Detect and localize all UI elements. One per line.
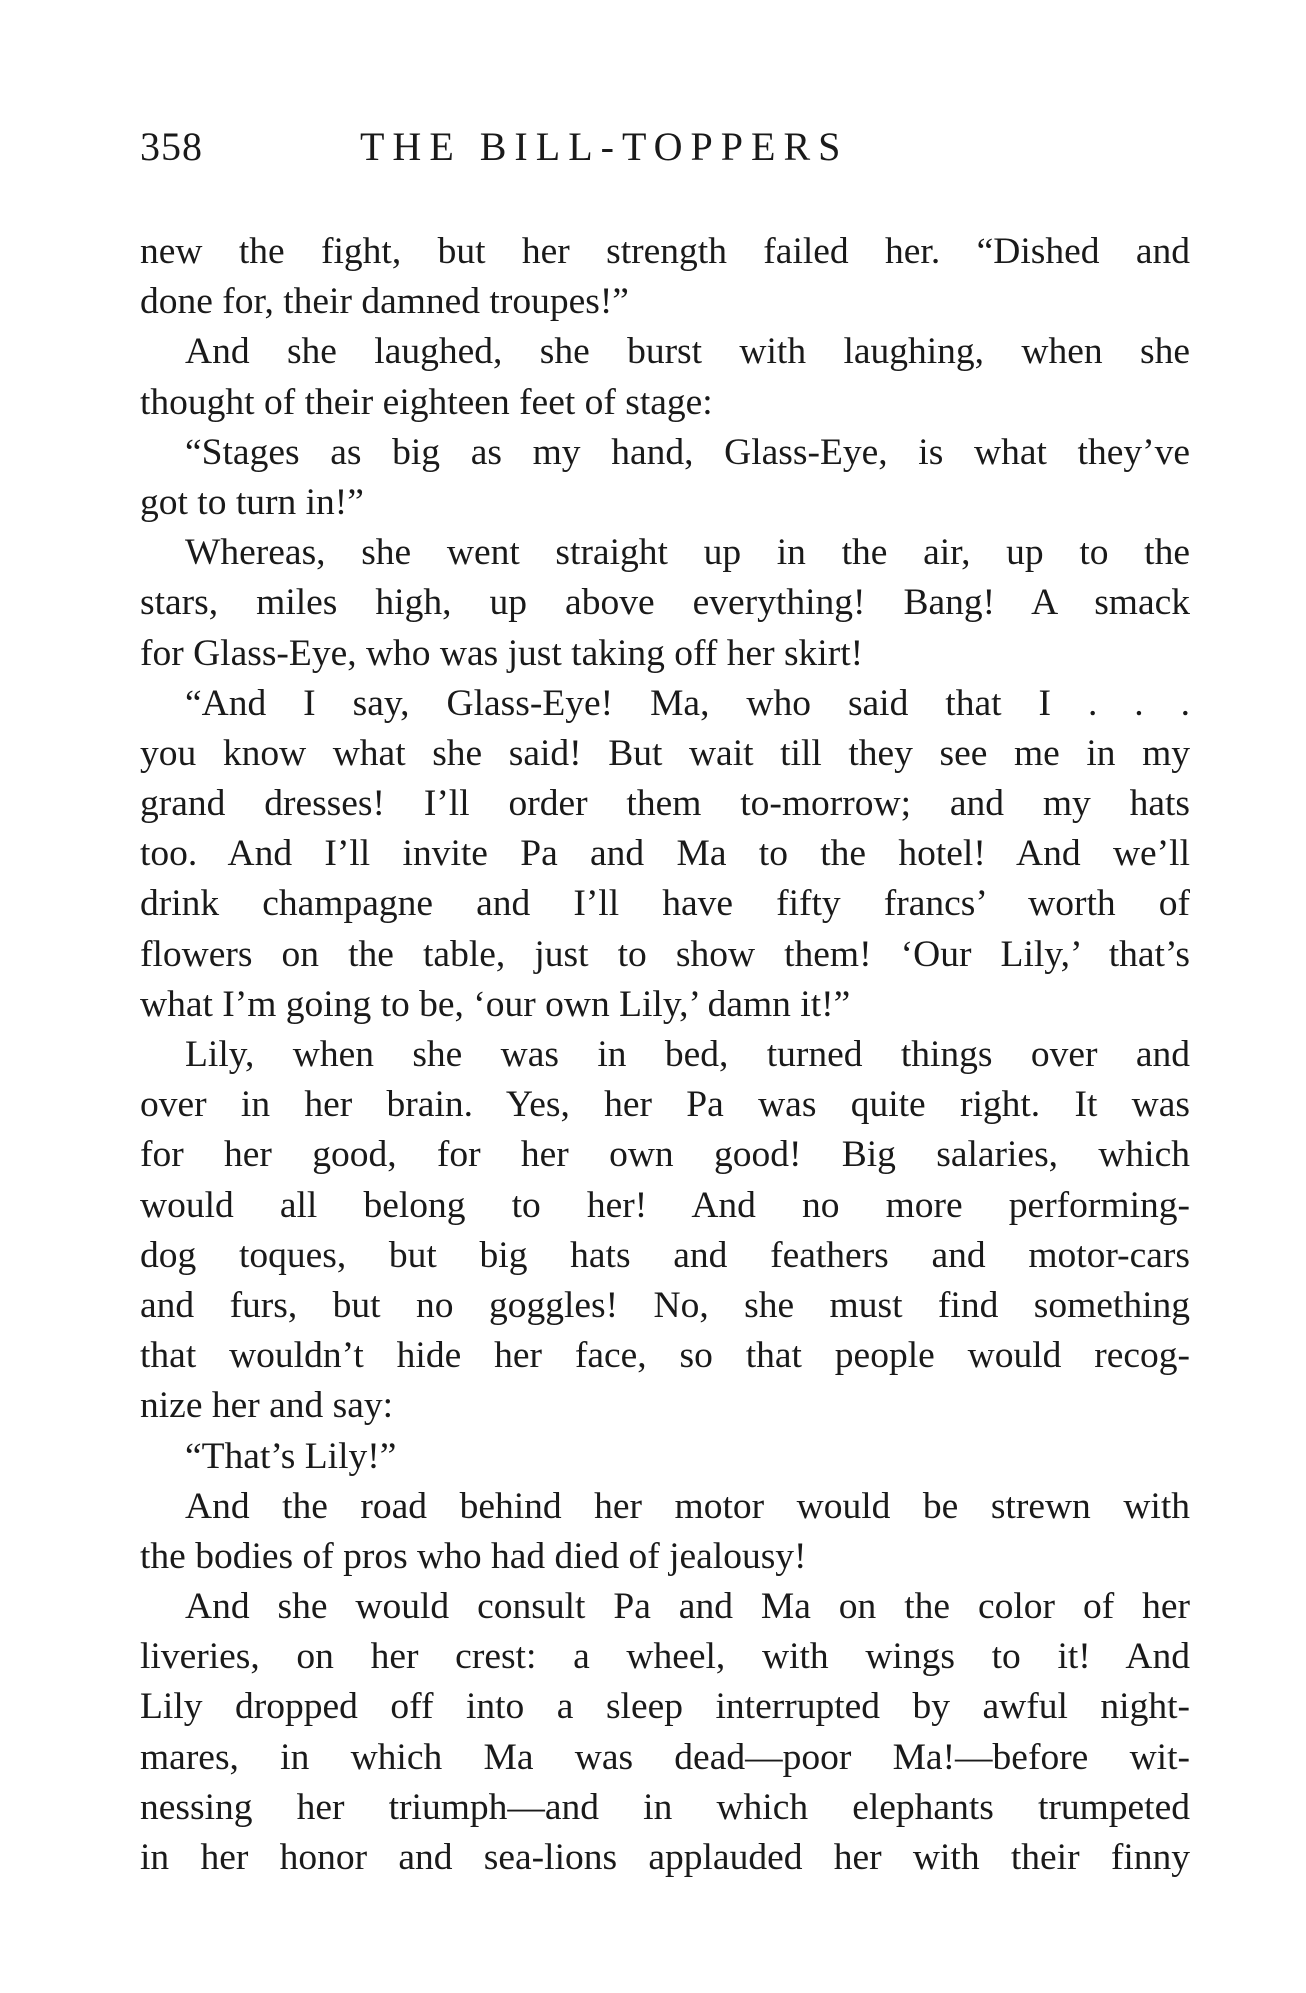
running-title: THE BILL-TOPPERS [360, 124, 849, 169]
text-line: stars, miles high, up above everything! Bang! A smack [140, 582, 1190, 624]
text-line: “That’s Lily!” [185, 1435, 397, 1477]
text-line: grand dresses! I’ll order them to-morrow; and my hats [140, 783, 1190, 825]
text-line: “And I say, Glass-Eye! Ma, who said that I . . . [185, 682, 1190, 724]
text-line: dog toques, but big hats and feathers and motor-cars [140, 1234, 1190, 1276]
text-line: Lily dropped off into a sleep interrupted by awful night- [140, 1686, 1190, 1728]
text-line: nessing her triumph—and in which elephants trumpeted [140, 1786, 1190, 1828]
text-line: “Stages as big as my hand, Glass-Eye, is what they’ve [185, 431, 1190, 473]
text-line: too. And I’ll invite Pa and Ma to the hotel! And we’ll [140, 833, 1190, 875]
text-line: over in her brain. Yes, her Pa was quite right. It was [140, 1084, 1190, 1126]
text-line: in her honor and sea-lions applauded her with their finny [140, 1837, 1190, 1878]
text-line: Whereas, she went straight up in the air, up to the [185, 532, 1190, 574]
text-line: And she laughed, she burst with laughing, when she [185, 331, 1190, 373]
text-line: got to turn in!” [140, 481, 364, 523]
text-line: nize her and say: [140, 1385, 394, 1427]
text-line: what I’m going to be, ‘our own Lily,’ damn it!” [140, 983, 851, 1025]
text-line: thought of their eighteen feet of stage: [140, 381, 713, 423]
text-line: flowers on the table, just to show them! ‘Our Lily,’ that’s [140, 933, 1190, 975]
text-line: And the road behind her motor would be strewn with [185, 1485, 1190, 1527]
text-line: mares, in which Ma was dead—poor Ma!—before wit- [140, 1736, 1190, 1778]
text-line: for Glass-Eye, who was just taking off her skirt! [140, 632, 864, 674]
text-line: you know what she said! But wait till they see me in my [140, 732, 1190, 774]
text-line: that wouldn’t hide her face, so that people would recog- [140, 1335, 1190, 1377]
text-line: And she would consult Pa and Ma on the color of her [185, 1586, 1190, 1628]
text-line: would all belong to her! And no more performing- [140, 1184, 1190, 1226]
body-text [140, 227, 1190, 1883]
text-line: drink champagne and I’ll have fifty francs’ worth of [140, 883, 1190, 925]
text-line: Lily, when she was in bed, turned things over and [185, 1034, 1190, 1075]
text-line: for her good, for her own good! Big salaries, which [140, 1134, 1190, 1176]
text-line: and furs, but no goggles! No, she must find something [140, 1284, 1190, 1326]
text-line: liveries, on her crest: a wheel, with wings to it! And [140, 1636, 1190, 1678]
running-head [140, 122, 1200, 172]
text-line: the bodies of pros who had died of jealousy! [140, 1535, 807, 1577]
text-line: new the fight, but her strength failed her. “Dished and [140, 231, 1190, 272]
page-number: 358 [140, 124, 203, 169]
text-line: done for, their damned troupes!” [140, 281, 629, 323]
